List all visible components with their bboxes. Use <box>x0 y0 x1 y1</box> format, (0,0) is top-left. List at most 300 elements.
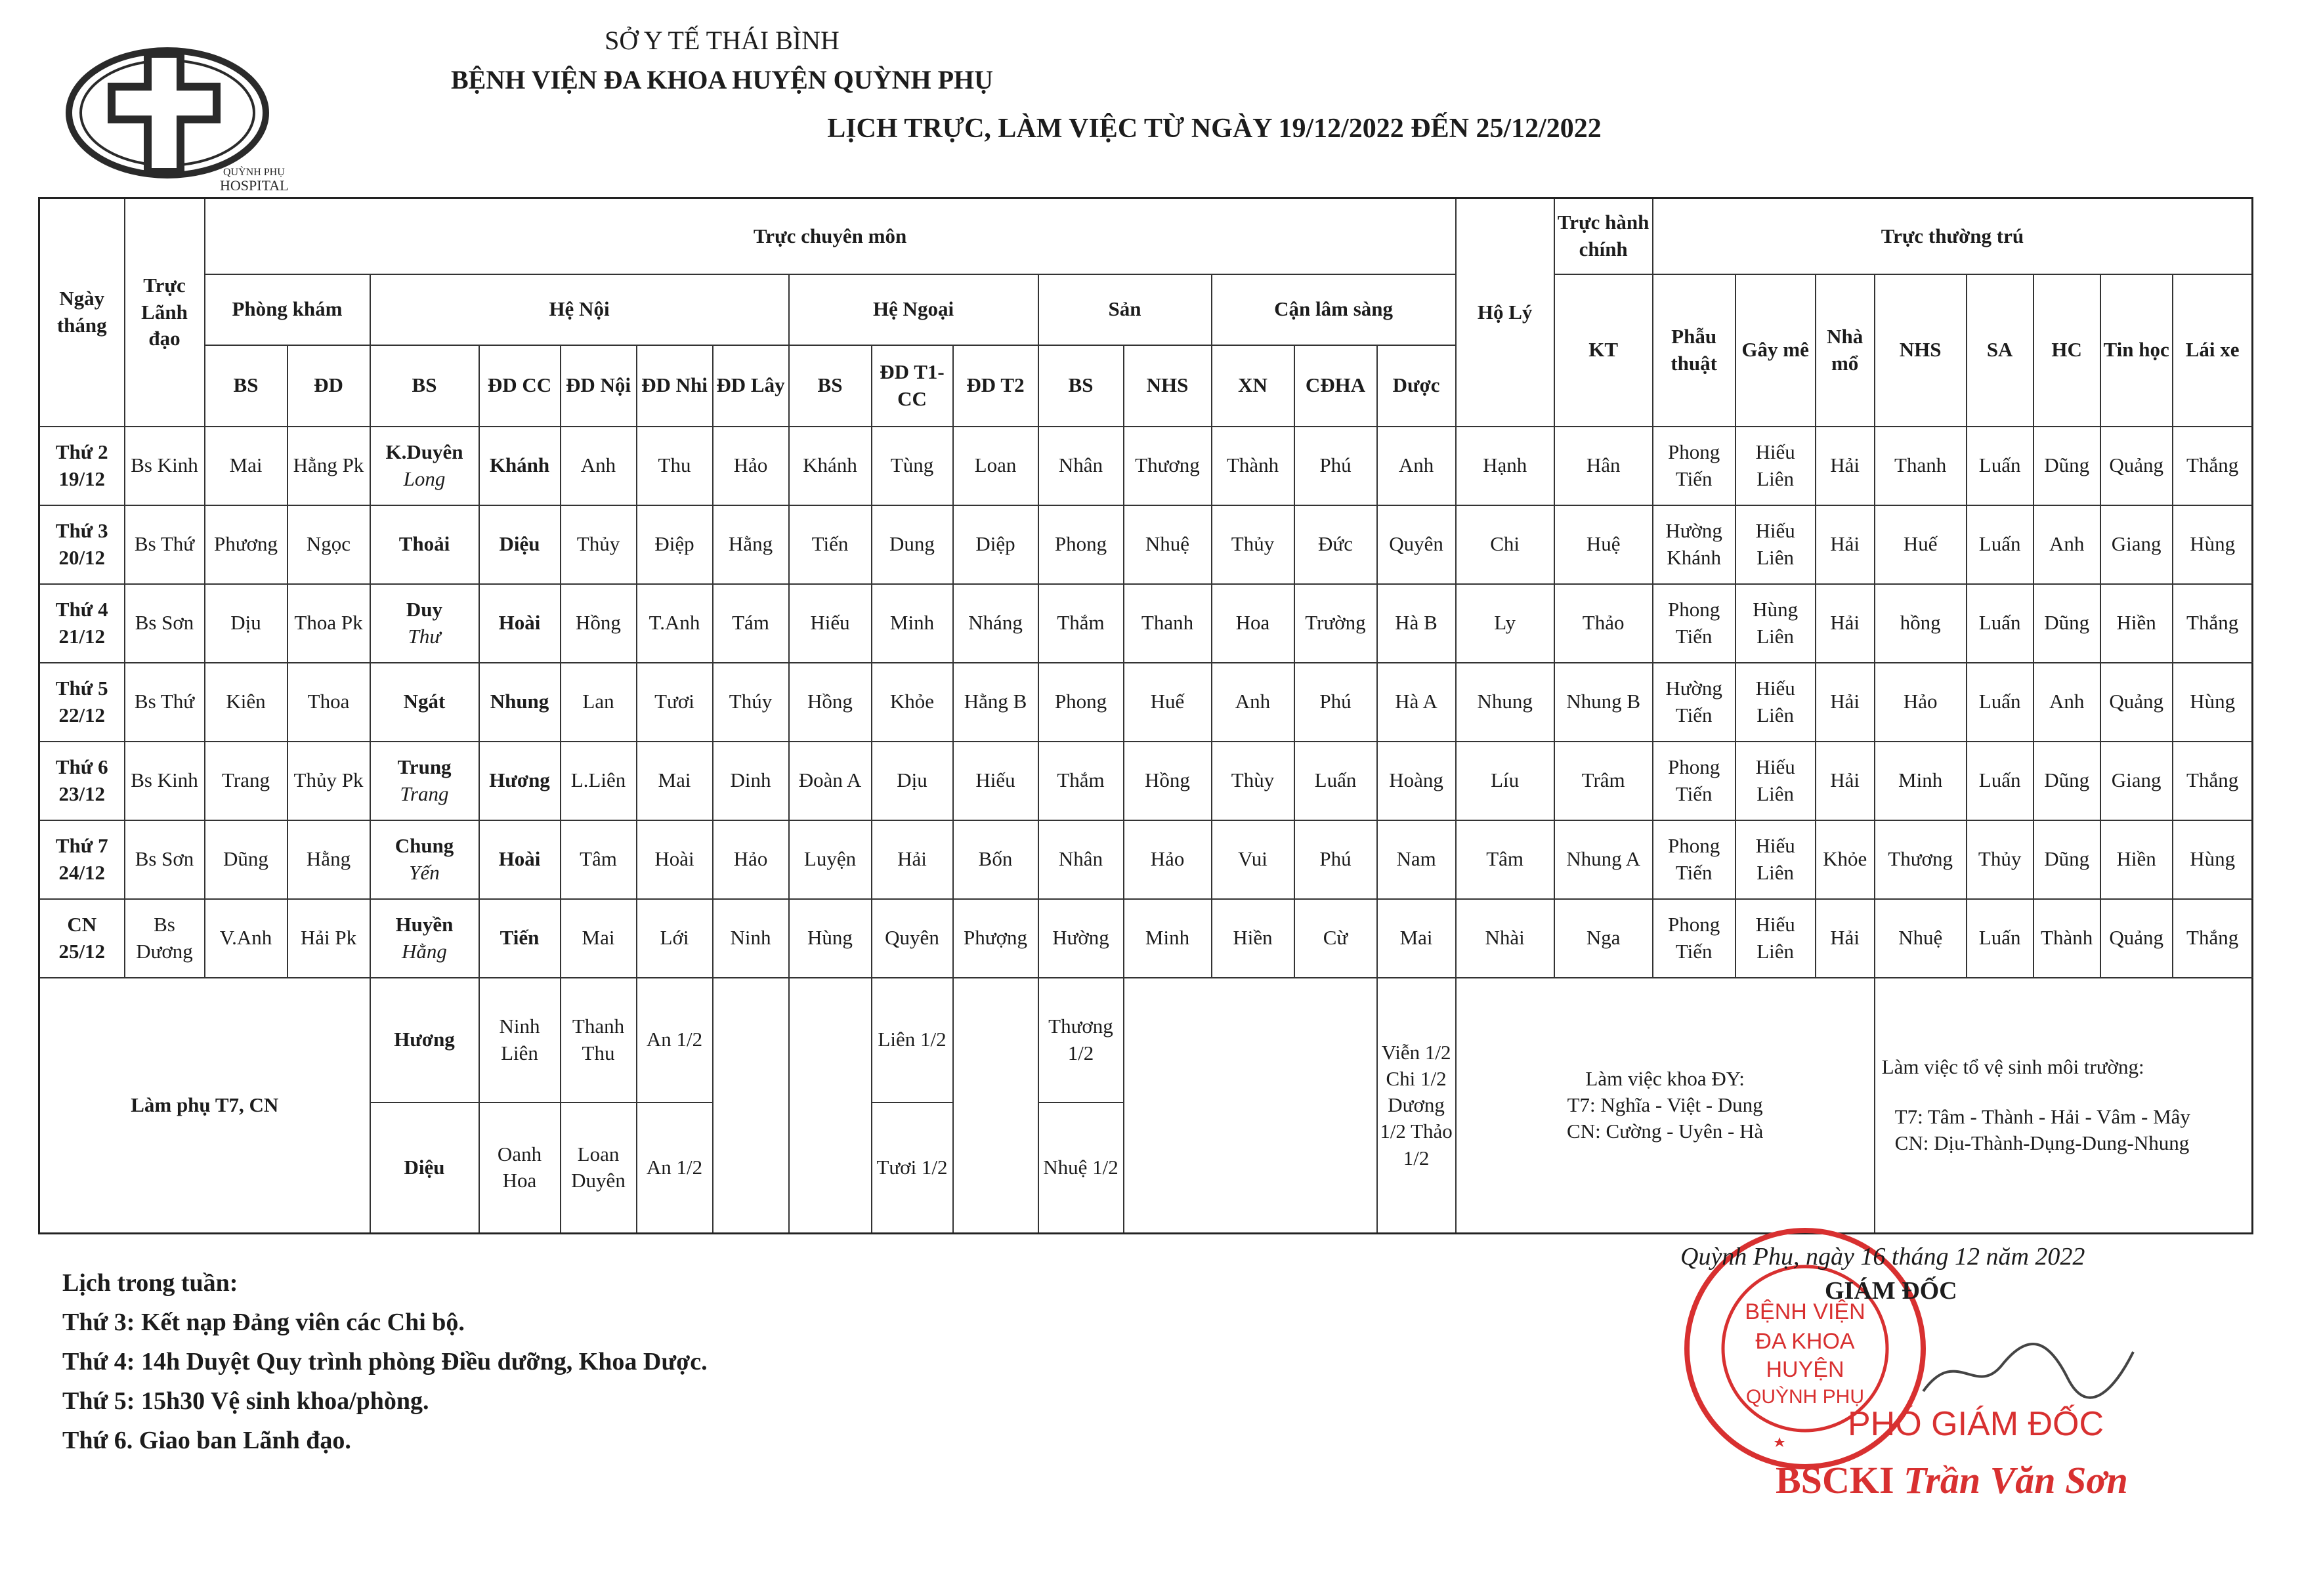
cell-san-nhs: Nhuệ <box>1124 505 1212 584</box>
cell-gm: Hiếu Liên <box>1736 820 1816 899</box>
director-title: GIÁM ĐỐC <box>1825 1277 1957 1305</box>
day-name: Thứ 2 <box>55 440 108 464</box>
cell-sa: Luấn <box>1967 899 2034 978</box>
duty-schedule-table <box>38 197 2253 1234</box>
cell-lx: Hùng <box>2173 663 2253 742</box>
day-date: 24/12 <box>58 860 106 884</box>
note-item: Thứ 6. Giao ban Lãnh đạo. <box>62 1427 351 1454</box>
cell-san-nhs: Hảo <box>1124 820 1212 899</box>
cell-san-bs: Nhân <box>1038 820 1124 899</box>
cell-ng-t1: Hải <box>872 820 953 899</box>
cell-gm: Hiếu Liên <box>1736 742 1816 820</box>
cell-ng-t2: Loan <box>953 427 1038 505</box>
cell-gm: Hiếu Liên <box>1736 899 1816 978</box>
sub-ngoai-bs: BS <box>789 345 872 427</box>
cell-ddnoi: Tâm <box>561 820 637 899</box>
cell-day <box>39 742 125 820</box>
signature-icon <box>1917 1332 2140 1404</box>
cell-pt: Phong Tiến <box>1653 742 1736 820</box>
group-nhs: NHS <box>1875 274 1967 427</box>
cell-holy: Chi <box>1456 505 1554 584</box>
department-name: SỞ Y TẾ THÁI BÌNH <box>605 26 840 55</box>
cell-ddnoi: Mai <box>561 899 637 978</box>
sub-noi-ddnhi: ĐD Nhi <box>637 345 713 427</box>
cell-nm: Hải <box>1816 663 1875 742</box>
cell-nm: Hải <box>1816 427 1875 505</box>
cell-cdha: Trường <box>1294 584 1377 663</box>
cell-san-bs: Nhân <box>1038 427 1124 505</box>
group-gm: Gây mê <box>1736 274 1816 427</box>
cell-duoc: Hà A <box>1377 663 1456 742</box>
cell-hc: Dũng <box>2034 584 2100 663</box>
cell-noi-bs <box>370 742 479 820</box>
sub-noi-ddnoi: ĐD Nội <box>561 345 637 427</box>
cell-th: Quảng <box>2100 427 2173 505</box>
cell-cdha: Luấn <box>1294 742 1377 820</box>
signer-prefix: BSCKI <box>1776 1459 1894 1502</box>
cell-pk-dd: Hằng <box>288 820 370 899</box>
day-date: 19/12 <box>58 467 106 490</box>
sub-san-bs: BS <box>1038 345 1124 427</box>
khoa-dy-title: Làm việc khoa ĐY: <box>1585 1066 1745 1090</box>
cell-lx: Hùng <box>2173 820 2253 899</box>
cell-lx: Hùng <box>2173 505 2253 584</box>
cell-day <box>39 663 125 742</box>
cell-day <box>39 584 125 663</box>
cell-lx: Thắng <box>2173 899 2253 978</box>
cell-th: Hiền <box>2100 820 2173 899</box>
note-item: Thứ 5: 15h30 Vệ sinh khoa/phòng. <box>62 1387 429 1415</box>
cell-kt: Nga <box>1554 899 1653 978</box>
cell-cdha: Cừ <box>1294 899 1377 978</box>
signer-fullname: Trần Văn Sơn <box>1904 1459 2128 1502</box>
cell-san-nhs: Huế <box>1124 663 1212 742</box>
extra-empty-cls <box>1124 978 1377 1234</box>
cell-ng-t2: Hiếu <box>953 742 1038 820</box>
header-professional: Trực chuyên môn <box>205 198 1456 274</box>
cell-ddnhi: T.Anh <box>637 584 713 663</box>
day-name: Thứ 4 <box>55 598 108 621</box>
cell-hc: Dũng <box>2034 820 2100 899</box>
table-row <box>39 742 2253 820</box>
cell-nhs: Thương <box>1875 820 1967 899</box>
cell-noi-bs <box>370 505 479 584</box>
extra-b-nhs: Nhuệ 1/2 <box>1038 1102 1124 1234</box>
cell-ng-bs: Khánh <box>789 427 872 505</box>
cell-ng-t2: Bốn <box>953 820 1038 899</box>
cell-ddnoi: Lan <box>561 663 637 742</box>
cell-kt: Huệ <box>1554 505 1653 584</box>
cell-pk-dd: Ngọc <box>288 505 370 584</box>
cell-ddnhi: Tươi <box>637 663 713 742</box>
sub-ngoai-ddt1: ĐD T1-CC <box>872 345 953 427</box>
day-date: 21/12 <box>58 624 106 648</box>
sub-noi-ddcc: ĐD CC <box>479 345 561 427</box>
sub-ngoai-ddt2: ĐD T2 <box>953 345 1038 427</box>
sub-noi-ddlay: ĐD Lây <box>713 345 789 427</box>
khoa-dy-cn: CN: Cường - Uyên - Hà <box>1567 1120 1764 1143</box>
cell-cdha: Phú <box>1294 663 1377 742</box>
ve-sinh-cn: CN: Dịu-Thành-Dụng-Dung-Nhung <box>1894 1131 2190 1155</box>
cell-leader: Bs Thứ <box>125 663 205 742</box>
cell-sa: Luấn <box>1967 505 2034 584</box>
cell-holy: Ly <box>1456 584 1554 663</box>
cell-holy: Tâm <box>1456 820 1554 899</box>
extra-label: Làm phụ T7, CN <box>39 978 370 1234</box>
cell-kt: Trâm <box>1554 742 1653 820</box>
cell-ng-bs: Tiến <box>789 505 872 584</box>
group-pk: Phòng khám <box>205 274 370 345</box>
cell-ng-t2: Hằng B <box>953 663 1038 742</box>
extra-b-ddlay: An 1/2 <box>637 1102 713 1234</box>
header-leader: Trực Lãnh đạo <box>125 198 205 427</box>
cell-pk-bs: Trang <box>205 742 288 820</box>
noi-bs-secondary: Yến <box>409 860 440 884</box>
sub-cls-cdha: CĐHA <box>1294 345 1377 427</box>
cell-leader: Bs Dương <box>125 899 205 978</box>
cell-nm: Hải <box>1816 584 1875 663</box>
cell-ddlay: Tám <box>713 584 789 663</box>
cell-ng-t1: Minh <box>872 584 953 663</box>
cell-ddnoi: Anh <box>561 427 637 505</box>
noi-bs-secondary: Trang <box>400 782 449 805</box>
extra-empty-ngbs <box>713 978 789 1234</box>
cell-xn: Anh <box>1212 663 1294 742</box>
extra-b-ddnoi: Oanh Hoa <box>479 1102 561 1234</box>
cell-hc: Thành <box>2034 899 2100 978</box>
cell-cdha: Phú <box>1294 427 1377 505</box>
cell-pk-bs: Kiên <box>205 663 288 742</box>
cell-ng-t1: Dung <box>872 505 953 584</box>
cell-day <box>39 427 125 505</box>
header-resident: Trực thường trú <box>1653 198 2253 274</box>
extra-b-ngt2: Tươi 1/2 <box>872 1102 953 1234</box>
noi-bs-primary: Duy <box>406 598 443 621</box>
day-date: 23/12 <box>58 782 106 805</box>
khoa-dy-t7: T7: Nghĩa - Việt - Dung <box>1567 1093 1763 1117</box>
cell-pt: Phong Tiến <box>1653 584 1736 663</box>
sub-noi-bs: BS <box>370 345 479 427</box>
cell-ddlay: Hảo <box>713 820 789 899</box>
cell-san-bs: Hường <box>1038 899 1124 978</box>
group-nm: Nhà mổ <box>1816 274 1875 427</box>
group-cls: Cận lâm sàng <box>1212 274 1456 345</box>
cell-nhs: hồng <box>1875 584 1967 663</box>
cell-noi-bs <box>370 584 479 663</box>
cell-pk-bs: V.Anh <box>205 899 288 978</box>
cell-ddcc: Hoài <box>479 820 561 899</box>
sub-san-nhs: NHS <box>1124 345 1212 427</box>
place-date: Quỳnh Phụ, ngày 16 tháng 12 năm 2022 <box>1680 1243 2085 1270</box>
cell-kt: Thảo <box>1554 584 1653 663</box>
cell-lx: Thắng <box>2173 584 2253 663</box>
cell-xn: Thùy <box>1212 742 1294 820</box>
extra-a-ddnhi: Thanh Thu <box>561 978 637 1102</box>
cell-th: Giang <box>2100 505 2173 584</box>
cell-ddcc: Hoài <box>479 584 561 663</box>
cell-ng-t2: Phượng <box>953 899 1038 978</box>
cell-duoc: Quyên <box>1377 505 1456 584</box>
day-date: 25/12 <box>58 939 106 963</box>
cell-kt: Hân <box>1554 427 1653 505</box>
cell-nhs: Minh <box>1875 742 1967 820</box>
cell-pt: Hường Khánh <box>1653 505 1736 584</box>
cell-day <box>39 899 125 978</box>
group-ngoai: Hệ Ngoại <box>789 274 1038 345</box>
cell-san-bs: Thắm <box>1038 584 1124 663</box>
noi-bs-secondary: Hằng <box>402 939 447 963</box>
cell-duoc: Mai <box>1377 899 1456 978</box>
group-th: Tin học <box>2100 274 2173 427</box>
cell-pk-bs: Phương <box>205 505 288 584</box>
cell-gm: Hùng Liên <box>1736 584 1816 663</box>
cell-lx: Thắng <box>2173 742 2253 820</box>
sub-cls-duoc: Dược <box>1377 345 1456 427</box>
svg-text:ĐA KHOA: ĐA KHOA <box>1755 1329 1855 1354</box>
weekly-notes <box>62 1263 708 1460</box>
cell-ng-bs: Hồng <box>789 663 872 742</box>
notes-heading: Lịch trong tuần: <box>62 1269 238 1297</box>
day-name: Thứ 3 <box>55 519 108 543</box>
cell-ng-t1: Dịu <box>872 742 953 820</box>
cell-noi-bs <box>370 820 479 899</box>
cell-ddlay: Hằng <box>713 505 789 584</box>
group-pt: Phẫu thuật <box>1653 274 1736 427</box>
cell-leader: Bs Thứ <box>125 505 205 584</box>
cell-cdha: Đức <box>1294 505 1377 584</box>
cell-day <box>39 505 125 584</box>
group-kt: KT <box>1554 274 1653 427</box>
cell-leader: Bs Kinh <box>125 427 205 505</box>
cell-duoc: Anh <box>1377 427 1456 505</box>
cell-san-bs: Thắm <box>1038 742 1124 820</box>
cell-ddlay: Thúy <box>713 663 789 742</box>
cell-kt: Nhung A <box>1554 820 1653 899</box>
cell-sa: Luấn <box>1967 663 2034 742</box>
cell-pk-bs: Dũng <box>205 820 288 899</box>
cell-nhs: Hảo <box>1875 663 1967 742</box>
cell-holy: Nhung <box>1456 663 1554 742</box>
sub-cls-xn: XN <box>1212 345 1294 427</box>
group-noi: Hệ Nội <box>370 274 789 345</box>
cell-duoc: Hà B <box>1377 584 1456 663</box>
cell-ddnhi: Lới <box>637 899 713 978</box>
cell-holy: Hạnh <box>1456 427 1554 505</box>
svg-text:QUỲNH PHỤ: QUỲNH PHỤ <box>1745 1386 1865 1408</box>
extra-a-ddnoi: Ninh Liên <box>479 978 561 1102</box>
cell-gm: Hiếu Liên <box>1736 663 1816 742</box>
cell-holy: Líu <box>1456 742 1554 820</box>
group-lx: Lái xe <box>2173 274 2253 427</box>
group-hc: HC <box>2034 274 2100 427</box>
cell-pk-bs: Mai <box>205 427 288 505</box>
cell-ddcc: Diệu <box>479 505 561 584</box>
extra-empty-sanbs <box>953 978 1038 1234</box>
cell-ddcc: Tiến <box>479 899 561 978</box>
cell-ddlay: Hảo <box>713 427 789 505</box>
cell-xn: Hiền <box>1212 899 1294 978</box>
extra-a-nhs: Thương 1/2 <box>1038 978 1124 1102</box>
note-item: Thứ 3: Kết nạp Đảng viên các Chi bộ. <box>62 1309 465 1336</box>
extra-section <box>39 978 2253 1234</box>
cell-hc: Dũng <box>2034 742 2100 820</box>
hospital-name: BỆNH VIỆN ĐA KHOA HUYỆN QUỲNH PHỤ <box>450 65 993 94</box>
cell-th: Quảng <box>2100 663 2173 742</box>
table-row <box>39 505 2253 584</box>
noi-bs-primary: Chung <box>394 834 454 858</box>
cell-ddlay: Dinh <box>713 742 789 820</box>
cell-sa: Luấn <box>1967 427 2034 505</box>
cell-ddnhi: Mai <box>637 742 713 820</box>
day-name: Thứ 6 <box>55 755 108 779</box>
noi-bs-secondary: Long <box>403 467 446 490</box>
extra-a-ddcc: Hương <box>370 978 479 1102</box>
cell-san-bs: Phong <box>1038 663 1124 742</box>
cell-noi-bs <box>370 899 479 978</box>
cell-ddnhi: Thu <box>637 427 713 505</box>
day-date: 20/12 <box>58 545 106 569</box>
cell-th: Quảng <box>2100 899 2173 978</box>
cell-pk-dd: Thủy Pk <box>288 742 370 820</box>
cell-ddnhi: Hoài <box>637 820 713 899</box>
cell-pk-dd: Thoa Pk <box>288 584 370 663</box>
cell-sa: Luấn <box>1967 584 2034 663</box>
cell-ng-t1: Khỏe <box>872 663 953 742</box>
cell-pt: Phong Tiến <box>1653 820 1736 899</box>
cell-pt: Hường Tiến <box>1653 663 1736 742</box>
noi-bs-secondary: Thư <box>408 624 441 648</box>
cell-th: Hiền <box>2100 584 2173 663</box>
cell-noi-bs <box>370 663 479 742</box>
cell-sa: Luấn <box>1967 742 2034 820</box>
sub-pk-bs: BS <box>205 345 288 427</box>
cell-pk-dd: Hải Pk <box>288 899 370 978</box>
table-row <box>39 584 2253 663</box>
header-admin: Trực hành chính <box>1554 198 1653 274</box>
cell-th: Giang <box>2100 742 2173 820</box>
day-name: Thứ 7 <box>55 834 108 858</box>
ve-sinh-t7: T7: Tâm - Thành - Hải - Vâm - Mây <box>1894 1105 2190 1129</box>
cell-nm: Hải <box>1816 505 1875 584</box>
cell-ddcc: Hương <box>479 742 561 820</box>
svg-text:HUYỆN: HUYỆN <box>1766 1357 1844 1382</box>
cell-xn: Hoa <box>1212 584 1294 663</box>
cell-ng-bs: Luyện <box>789 820 872 899</box>
svg-text:BỆNH VIỆN: BỆNH VIỆN <box>1745 1299 1865 1324</box>
day-date: 22/12 <box>58 703 106 726</box>
cell-gm: Hiếu Liên <box>1736 505 1816 584</box>
cell-san-nhs: Hồng <box>1124 742 1212 820</box>
cell-ddnoi: L.Liên <box>561 742 637 820</box>
noi-bs-primary: Trung <box>397 755 452 779</box>
deputy-title: PHÓ GIÁM ĐỐC <box>1848 1405 2104 1443</box>
logo-text-2: HOSPITAL <box>220 177 289 194</box>
extra-ve-sinh <box>1875 978 2253 1234</box>
extra-khoa-dy <box>1456 978 1875 1234</box>
cell-nhs: Nhuệ <box>1875 899 1967 978</box>
cell-duoc: Hoàng <box>1377 742 1456 820</box>
cell-holy: Nhài <box>1456 899 1554 978</box>
noi-bs-primary: K.Duyên <box>385 440 463 464</box>
signer-name <box>1776 1458 2128 1502</box>
cell-ng-bs: Hiếu <box>789 584 872 663</box>
extra-b-ddnhi: Loan Duyên <box>561 1102 637 1234</box>
cell-ng-t2: Nháng <box>953 584 1038 663</box>
table-row <box>39 663 2253 742</box>
logo-text-1: QUỲNH PHỤ <box>223 167 285 178</box>
noi-bs-primary: Huyền <box>395 913 454 936</box>
cell-pt: Phong Tiến <box>1653 899 1736 978</box>
header-date: Ngày tháng <box>39 198 125 427</box>
cell-xn: Thủy <box>1212 505 1294 584</box>
cell-hc: Anh <box>2034 505 2100 584</box>
cell-lx: Thắng <box>2173 427 2253 505</box>
group-san: Sản <box>1038 274 1212 345</box>
extra-a-ngt2: Liên 1/2 <box>872 978 953 1102</box>
cell-gm: Hiếu Liên <box>1736 427 1816 505</box>
cell-pk-dd: Thoa <box>288 663 370 742</box>
schedule-body <box>39 427 2253 978</box>
cell-ddnoi: Hồng <box>561 584 637 663</box>
cell-ddnhi: Điệp <box>637 505 713 584</box>
hospital-logo <box>62 41 312 198</box>
day-name: CN <box>67 913 97 936</box>
sub-pk-dd: ĐD <box>288 345 370 427</box>
cell-xn: Vui <box>1212 820 1294 899</box>
cell-duoc: Nam <box>1377 820 1456 899</box>
header-holy: Hộ Lý <box>1456 198 1554 427</box>
table-row <box>39 899 2253 978</box>
day-name: Thứ 5 <box>55 677 108 700</box>
extra-empty-ngt1 <box>789 978 872 1234</box>
cell-ng-bs: Hùng <box>789 899 872 978</box>
table-row <box>39 820 2253 899</box>
cell-ddcc: Nhung <box>479 663 561 742</box>
cell-nm: Khỏe <box>1816 820 1875 899</box>
cell-san-bs: Phong <box>1038 505 1124 584</box>
ve-sinh-title: Làm việc tổ vệ sinh môi trường: <box>1881 1055 2144 1078</box>
cell-nhs: Huế <box>1875 505 1967 584</box>
cell-pk-bs: Dịu <box>205 584 288 663</box>
noi-bs-primary: Thoải <box>398 532 450 556</box>
cell-san-nhs: Minh <box>1124 899 1212 978</box>
cell-san-nhs: Thương <box>1124 427 1212 505</box>
cell-pk-dd: Hằng Pk <box>288 427 370 505</box>
note-item: Thứ 4: 14h Duyệt Quy trình phòng Điều dưỡng, Khoa Dược. <box>62 1348 708 1376</box>
cell-xn: Thành <box>1212 427 1294 505</box>
extra-holy: Viễn 1/2 Chi 1/2 Dương 1/2 Thảo 1/2 <box>1377 978 1456 1234</box>
cell-leader: Bs Sơn <box>125 820 205 899</box>
cell-cdha: Phú <box>1294 820 1377 899</box>
cell-ddlay: Ninh <box>713 899 789 978</box>
cell-ng-t1: Quyên <box>872 899 953 978</box>
extra-b-ddcc: Diệu <box>370 1102 479 1234</box>
table-row <box>39 427 2253 505</box>
cell-hc: Dũng <box>2034 427 2100 505</box>
cell-day <box>39 820 125 899</box>
cell-pt: Phong Tiến <box>1653 427 1736 505</box>
cell-ng-t2: Diệp <box>953 505 1038 584</box>
cell-ng-bs: Đoàn A <box>789 742 872 820</box>
group-sa: SA <box>1967 274 2034 427</box>
cell-san-nhs: Thanh <box>1124 584 1212 663</box>
cell-ng-t1: Tùng <box>872 427 953 505</box>
cell-ddcc: Khánh <box>479 427 561 505</box>
cell-ddnoi: Thủy <box>561 505 637 584</box>
cell-nm: Hải <box>1816 742 1875 820</box>
cell-nhs: Thanh <box>1875 427 1967 505</box>
schedule-title: LỊCH TRỰC, LÀM VIỆC TỪ NGÀY 19/12/2022 ĐẾN 25/12/2022 <box>827 114 1602 144</box>
